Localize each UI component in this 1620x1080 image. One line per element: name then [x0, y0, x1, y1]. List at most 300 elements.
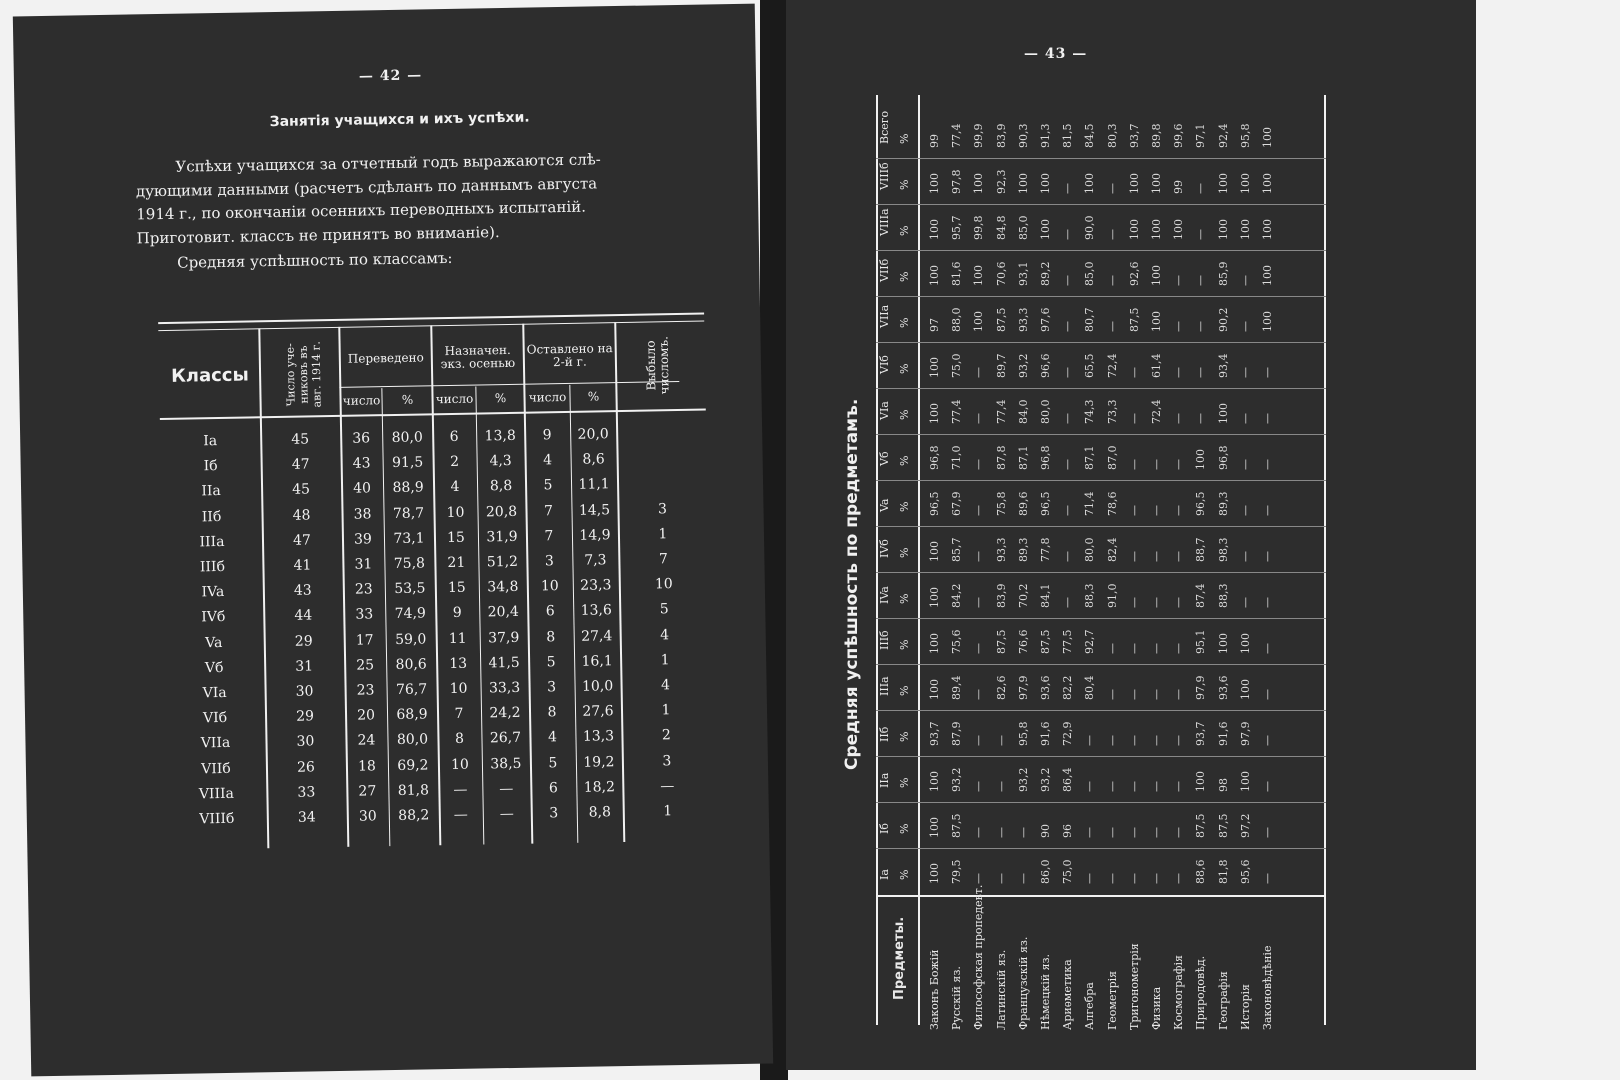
table-cell-ap: 38,5: [490, 755, 522, 772]
subject-value: 82,2: [1061, 675, 1075, 700]
table-cell-tp: 68,9: [396, 706, 428, 724]
table-cell-cls: IVa: [201, 584, 225, 601]
subject-value: 95,1: [1194, 629, 1208, 654]
subject-value: 93,7: [928, 721, 941, 746]
class-header: Всего: [878, 110, 891, 144]
percent-header: %: [898, 363, 911, 374]
subject-value: —: [1061, 597, 1075, 608]
table-cell-ln: 7: [543, 502, 554, 519]
subject-value: —: [1238, 551, 1252, 562]
subject-value: 87,4: [1194, 583, 1208, 608]
percent-header: %: [898, 823, 911, 834]
subject-value: —: [1083, 873, 1097, 884]
table-cell-ap: 37,9: [487, 629, 520, 646]
table-cell-tn: 23: [354, 581, 373, 598]
subject-value: 100: [1238, 219, 1252, 240]
table-cell-lp: 8,6: [582, 451, 605, 468]
subject-value: 91,0: [1105, 583, 1119, 608]
subject-value: 72,4: [1150, 399, 1163, 424]
subject-value: —: [1194, 321, 1208, 332]
subject-value: —: [1150, 781, 1163, 792]
subject-value: 90,2: [1216, 307, 1230, 332]
subject-value: 99: [928, 134, 941, 148]
class-header: Ia: [878, 869, 891, 880]
left-page: [13, 4, 773, 1077]
subject-value: —: [1238, 367, 1252, 378]
subject-value: —: [1238, 597, 1252, 608]
subject-value: 97,9: [1238, 721, 1252, 746]
subject-value: 96,8: [1039, 445, 1052, 470]
subject-value: —: [1172, 275, 1186, 286]
subject-value: —: [1083, 827, 1097, 838]
table-cell-ln: 8: [547, 704, 557, 721]
subject-value: —: [1172, 321, 1186, 332]
subject-value: —: [1172, 459, 1186, 470]
subject-value: 88,0: [950, 307, 964, 332]
paragraph-line: 1914 г., по окончаніи осеннихъ переводныхъ испытаній.: [136, 197, 587, 224]
subject-value: 91,3: [1039, 123, 1052, 148]
subject-value: —: [1061, 459, 1075, 470]
subject-value: —: [1172, 413, 1186, 424]
subject-value: 97,8: [950, 169, 964, 194]
subject-value: 82,6: [994, 675, 1008, 700]
paragraph-line: Приготовит. классъ не принятъ во вниманіе).: [136, 222, 500, 247]
table-cell-cls: VIa: [202, 684, 227, 702]
subject-value: 72,9: [1061, 721, 1075, 746]
subject-value: 90,0: [1083, 215, 1097, 240]
table-cell-n: 29: [296, 708, 315, 725]
subject-value: 100: [928, 633, 941, 654]
subject-value: 89,6: [1016, 491, 1030, 516]
subject-value: 97: [928, 318, 941, 332]
subheader-percent: %: [401, 392, 414, 407]
subject-value: 100: [1127, 173, 1141, 194]
table-cell-d: 3: [657, 500, 668, 517]
subject-value: 70,6: [994, 261, 1008, 286]
column-divider: [876, 848, 1326, 849]
table-cell-ln: 10: [540, 578, 559, 595]
subject-value: 83,9: [994, 583, 1008, 608]
table-cell-d: 1: [661, 702, 671, 719]
table-cell-tp: 91,5: [391, 454, 424, 472]
table-cell-ln: 5: [548, 754, 558, 771]
table-cell-cls: Vб: [204, 659, 224, 677]
subject-value: 87,5: [950, 813, 964, 838]
subject-value: 93,1: [1016, 261, 1030, 286]
subject-value: 92,3: [994, 169, 1008, 194]
table-cell-ap: 20,8: [485, 503, 518, 520]
header-classes: Классы: [170, 364, 249, 387]
subject-value: 87,9: [950, 721, 964, 746]
class-header: IVб: [878, 539, 891, 558]
table-cell-tn: 30: [358, 808, 377, 825]
subject-value: 91,6: [1039, 721, 1052, 746]
class-header: IIб: [878, 726, 891, 742]
subheader-count: число: [342, 393, 381, 408]
table-cell-d: [616, 450, 706, 452]
header-left-behind: Оставлено на 2-й г.: [526, 341, 613, 370]
subject-value: —: [972, 689, 986, 700]
table-cell-lp: 27,4: [580, 627, 613, 645]
table-cell-an: 10: [449, 680, 468, 698]
subject-value: —: [1127, 597, 1141, 608]
subject-value: 100: [928, 817, 941, 838]
subject-value: 100: [1016, 173, 1030, 194]
subject-value: 97,1: [1194, 123, 1208, 148]
table-cell-cls: IIa: [201, 483, 221, 500]
table-cell-an: 9: [452, 605, 462, 622]
subject-value: 75,8: [994, 491, 1008, 516]
subject-value: 100: [972, 265, 986, 286]
subject-value: 92,6: [1127, 261, 1141, 286]
subject-value: 88,7: [1194, 537, 1208, 562]
subject-value: 100: [972, 173, 986, 194]
table-cell-an: 4: [450, 479, 460, 496]
subject-value: —: [994, 827, 1008, 838]
subject-value: 81,6: [950, 261, 964, 286]
subject-value: —: [1016, 827, 1030, 838]
table-cell-tp: 88,9: [392, 479, 424, 497]
subject-value: —: [1127, 735, 1141, 746]
table-cell-ap: 41,5: [488, 654, 520, 672]
subject-value: 86,0: [1039, 859, 1052, 884]
table-cell-n: 47: [291, 456, 310, 473]
subheader-percent: %: [494, 391, 507, 406]
table-cell-ap: 31,9: [486, 528, 518, 546]
subject-value: —: [1127, 827, 1141, 838]
subject-value: —: [1061, 321, 1075, 332]
subject-value: 100: [1238, 771, 1252, 792]
subject-value: —: [1127, 505, 1141, 516]
table-cell-n: 30: [296, 733, 315, 751]
header-transferred: Переведено: [347, 350, 424, 366]
table-cell-cls: VIIб: [201, 760, 231, 777]
subject-value: —: [1127, 643, 1141, 654]
subject-value: 93,2: [1016, 767, 1030, 792]
subject-value: 93,7: [1194, 721, 1208, 746]
subject-value: 85,0: [1016, 215, 1030, 240]
column-divider: [876, 204, 1326, 205]
subject-value: 77,5: [1061, 629, 1075, 654]
percent-header: %: [898, 639, 911, 650]
subject-value: —: [1150, 873, 1163, 884]
table-rule-subheader: [339, 381, 679, 388]
table-cell-tn: 40: [353, 480, 372, 498]
table-cell-an: 7: [454, 705, 464, 723]
subject-value: 96,5: [1039, 491, 1052, 516]
subject-value: 87,8: [994, 445, 1008, 470]
table-cell-tp: 76,7: [395, 681, 428, 698]
subject-value: 89,8: [1150, 123, 1163, 148]
table-cell-ln: 8: [546, 628, 556, 645]
subject-value: 89,3: [1016, 537, 1030, 562]
subject-value: 80,0: [1083, 537, 1097, 562]
subject-value: 100: [1216, 173, 1230, 194]
subject-value: 81,5: [1061, 123, 1075, 148]
table-cell-d: 3: [662, 752, 672, 769]
subject-value: —: [1061, 413, 1075, 424]
subject-value: —: [1061, 229, 1075, 240]
subheader-percent: %: [587, 389, 600, 404]
subject-value: 88,3: [1083, 583, 1097, 608]
percent-header: %: [898, 731, 911, 742]
table-rule-right: [1324, 95, 1326, 1025]
subject-value: 93,6: [1039, 675, 1052, 700]
subject-value: —: [1172, 597, 1186, 608]
subject-value: 100: [928, 403, 941, 424]
table-cell-ln: 3: [546, 679, 557, 696]
subject-value: —: [1127, 873, 1141, 884]
class-header: VIIб: [878, 258, 891, 282]
subject-value: 74,3: [1083, 399, 1097, 424]
subheader-count: число: [435, 391, 474, 407]
subject-name: Исторія: [1238, 984, 1252, 1030]
subject-name: Природовѣд.: [1194, 955, 1208, 1030]
subject-value: 72,4: [1105, 353, 1119, 378]
table-cell-tn: 27: [358, 783, 377, 800]
subject-value: 77,4: [950, 399, 964, 424]
percent-header: %: [898, 593, 911, 604]
subject-value: 79,5: [950, 859, 964, 884]
subject-value: 84,8: [994, 215, 1008, 240]
subject-value: 100: [1261, 265, 1274, 286]
header-subjects: Предметы.: [892, 916, 907, 1000]
subject-value: 91,6: [1216, 721, 1230, 746]
subject-value: —: [1172, 873, 1186, 884]
table-cell-d: [617, 475, 707, 477]
table-cell-cls: IIIб: [199, 558, 226, 576]
class-header: IIIб: [878, 630, 891, 650]
table-cell-ap: 51,2: [486, 553, 519, 571]
table-cell-lp: 10,0: [581, 678, 614, 695]
subject-value: 99,6: [1172, 123, 1186, 148]
table-cell-cls: Iб: [203, 458, 218, 475]
table-cell-cls: VIIIa: [198, 785, 235, 803]
column-divider: [876, 526, 1326, 527]
table-cell-lp: 11,1: [578, 476, 610, 494]
class-header: VIIa: [878, 304, 891, 328]
table-cell-an: 15: [446, 529, 466, 546]
table-cell-d: 5: [659, 601, 669, 618]
subject-value: —: [972, 735, 986, 746]
subject-value: —: [1105, 735, 1119, 746]
subject-value: 89,4: [950, 675, 964, 700]
subject-value: —: [1261, 367, 1274, 378]
header-dropped: Выбыло числомъ.: [643, 335, 672, 395]
subject-value: 78,6: [1105, 491, 1119, 516]
subject-value: 100: [928, 219, 941, 240]
subject-value: 100: [1216, 219, 1230, 240]
table-cell-tn: 33: [355, 606, 374, 624]
subject-value: —: [972, 597, 986, 608]
subject-value: —: [1172, 689, 1186, 700]
column-divider: [876, 296, 1326, 297]
table-cell-d: —: [660, 777, 675, 795]
table-cell-lp: 8,8: [588, 804, 612, 821]
table-cell-ap: 24,2: [489, 704, 521, 722]
subject-value: 87,0: [1105, 445, 1119, 470]
subject-value: 87,1: [1016, 445, 1030, 470]
subject-value: —: [1238, 321, 1252, 332]
subject-value: 95,7: [950, 215, 964, 240]
table-cell-cls: Ia: [203, 433, 218, 450]
subject-value: —: [1238, 413, 1252, 424]
class-success-table: [158, 313, 714, 882]
table-cell-an: 15: [447, 579, 466, 597]
subject-value: 89,3: [1216, 491, 1230, 516]
subject-value: —: [1238, 505, 1252, 516]
subject-value: 100: [1039, 173, 1052, 194]
subject-value: 61,4: [1150, 353, 1163, 378]
subject-value: 90,3: [1016, 123, 1030, 148]
subject-value: —: [1261, 459, 1274, 470]
class-header: VIa: [878, 401, 891, 420]
subject-name: Латинскій яз.: [994, 949, 1008, 1030]
table-cell-lp: 23,3: [580, 577, 612, 594]
subject-value: 100: [1150, 265, 1163, 286]
table-cell-cls: IVб: [201, 609, 226, 626]
subject-value: —: [1150, 551, 1163, 562]
subject-value: 81,8: [1216, 859, 1230, 884]
table-cell-ln: 9: [542, 427, 552, 444]
table-cell-tp: 75,8: [393, 555, 426, 572]
column-divider: [876, 618, 1326, 619]
subject-value: —: [1172, 551, 1186, 562]
table-cell-an: 13: [449, 655, 468, 672]
subject-value: —: [1150, 689, 1163, 700]
header-assigned: Назначен. экз. осенью: [440, 342, 516, 372]
subject-value: 80,3: [1105, 123, 1119, 148]
subject-value: 100: [1083, 173, 1097, 194]
subject-value: 83,9: [994, 123, 1008, 148]
subject-value: —: [1238, 459, 1252, 470]
table-cell-d: 7: [658, 551, 668, 568]
table-cell-ap: —: [499, 780, 514, 797]
subject-value: —: [1261, 597, 1274, 608]
subject-value: 100: [1127, 219, 1141, 240]
subject-value: —: [972, 459, 986, 470]
subject-value: 92,4: [1216, 123, 1230, 148]
subject-value: —: [1261, 505, 1274, 516]
table-cell-tp: 74,9: [394, 605, 427, 623]
subject-value: 67,9: [950, 491, 964, 516]
table-cell-tn: 24: [357, 732, 376, 750]
subject-value: 89,2: [1039, 261, 1052, 286]
table-cell-tp: 53,5: [394, 580, 426, 598]
subject-value: 95,8: [1238, 123, 1252, 148]
subject-value: 80,4: [1083, 675, 1097, 700]
subject-value: 100: [1261, 311, 1274, 332]
subject-value: —: [1127, 551, 1141, 562]
table-cell-ap: 26,7: [489, 730, 522, 747]
subject-value: 84,0: [1016, 399, 1030, 424]
subject-value: 100: [928, 863, 941, 884]
subject-value: 71,0: [950, 445, 964, 470]
subject-value: 100: [1261, 127, 1274, 148]
subject-value: —: [1127, 413, 1141, 424]
column-divider: [876, 434, 1326, 435]
subject-value: 71,4: [1083, 491, 1097, 516]
subject-value: —: [1261, 551, 1274, 562]
table-cell-tn: 36: [352, 430, 371, 447]
percent-header: %: [898, 777, 911, 788]
subject-value: —: [1261, 689, 1274, 700]
table-cell-n: 45: [291, 431, 310, 448]
subject-value: 82,4: [1105, 537, 1119, 562]
subject-value: —: [1083, 735, 1097, 746]
table-cell-cls: VIIa: [200, 735, 231, 752]
table-cell-an: 10: [450, 756, 469, 773]
subject-value: 100: [1194, 771, 1208, 792]
subject-value: 100: [928, 587, 941, 608]
subject-value: —: [1061, 551, 1075, 562]
subject-value: —: [1127, 459, 1141, 470]
subject-value: 93,6: [1216, 675, 1230, 700]
table-cell-d: 1: [658, 526, 668, 543]
subject-value: —: [1127, 781, 1141, 792]
subject-value: —: [1150, 505, 1163, 516]
percent-header: %: [898, 179, 911, 190]
table-cell-lp: 20,0: [577, 426, 609, 443]
subject-value: 100: [928, 771, 941, 792]
table-rule-subjects: [876, 895, 1326, 897]
table-cell-n: 43: [293, 582, 312, 599]
table-cell-n: 26: [296, 758, 315, 776]
percent-header: %: [898, 317, 911, 328]
table-cell-ln: 3: [544, 553, 554, 570]
subject-value: —: [1150, 459, 1163, 470]
subject-value: 100: [1261, 173, 1274, 194]
subject-value: 93,3: [1016, 307, 1030, 332]
subject-value: 97,9: [1016, 675, 1030, 700]
table-cell-ln: 5: [546, 653, 556, 671]
subject-value: 97,6: [1039, 307, 1052, 332]
column-divider: [876, 250, 1326, 251]
table-cell-ap: 34,8: [487, 579, 519, 596]
table-cell-tp: 80,6: [395, 656, 427, 673]
subject-value: 96: [1061, 824, 1075, 838]
subject-value: 97,9: [1194, 675, 1208, 700]
subject-value: 85,7: [950, 537, 964, 562]
percent-header: %: [898, 225, 911, 236]
subject-value: 75,0: [1061, 859, 1075, 884]
subject-value: 99,8: [972, 215, 986, 240]
subject-value: —: [972, 781, 986, 792]
subject-value: 93,2: [1039, 767, 1052, 792]
subject-name: Нѣмецкій яз.: [1039, 953, 1052, 1030]
subject-value: 87,5: [1216, 813, 1230, 838]
table-cell-tn: 17: [355, 631, 374, 649]
table-cell-cls: VIб: [202, 710, 228, 727]
subject-value: 93,2: [950, 767, 964, 792]
subject-value: —: [1105, 827, 1119, 838]
subject-value: 90: [1039, 824, 1052, 838]
percent-header: %: [898, 133, 911, 144]
subject-value: —: [1105, 321, 1119, 332]
subject-value: 100: [928, 357, 941, 378]
subject-value: —: [1261, 735, 1274, 746]
subject-value: 75,0: [950, 353, 964, 378]
subject-value: 100: [1238, 173, 1252, 194]
subject-name: Ариѳметика: [1061, 959, 1075, 1030]
subject-value: —: [1105, 183, 1119, 194]
table-cell-n: 31: [295, 658, 314, 675]
class-header: IIIa: [878, 676, 891, 696]
subject-value: —: [1061, 275, 1075, 286]
table-cell-n: 34: [297, 809, 316, 826]
paragraph-line: Успѣхи учащихся за отчетный годъ выражаются слѣ-: [175, 150, 601, 176]
subject-value: —: [1061, 367, 1075, 378]
